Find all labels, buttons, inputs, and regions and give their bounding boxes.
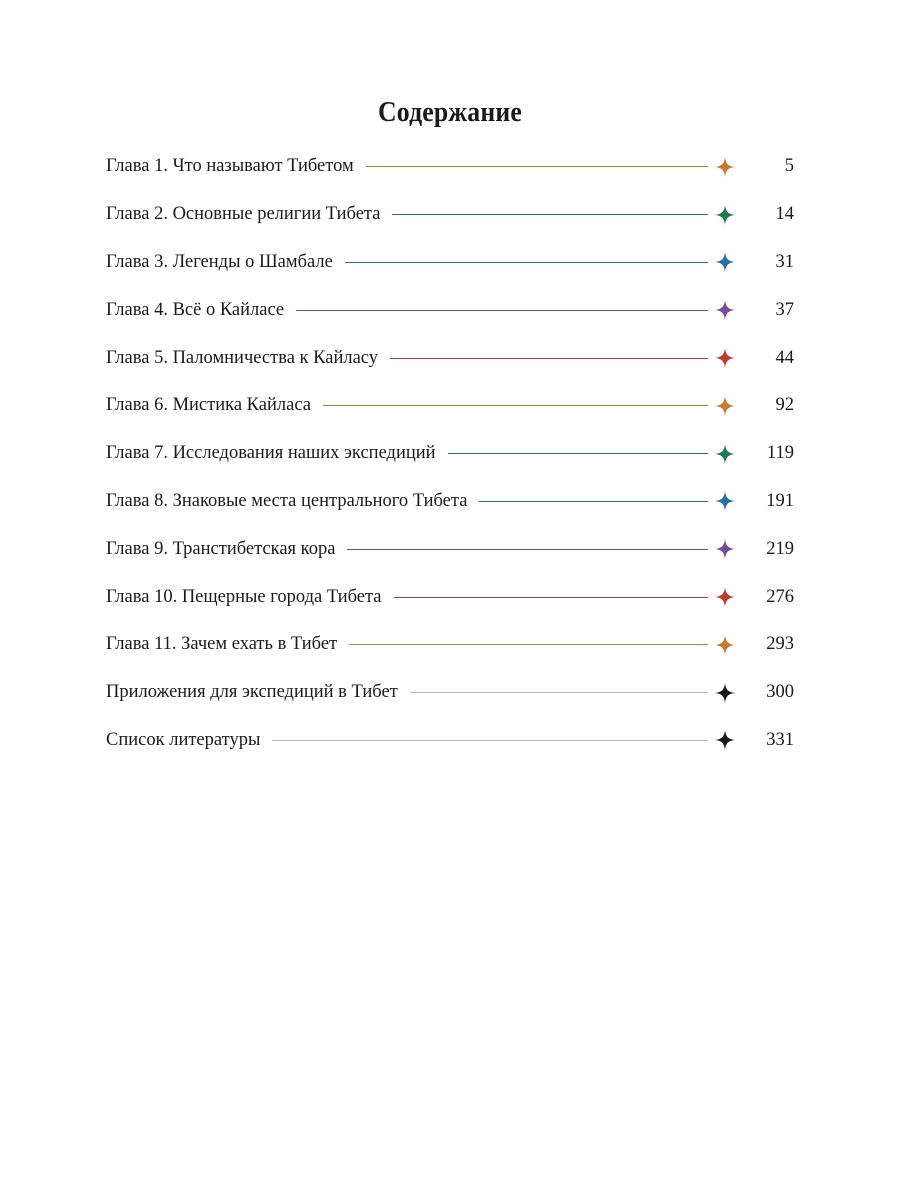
leader-line [390, 358, 708, 359]
toc-entry-page-number: 5 [784, 156, 794, 177]
toc-entry[interactable] [106, 669, 794, 717]
leader-line [323, 405, 708, 406]
leader-line [296, 310, 708, 311]
toc-entry[interactable] [106, 717, 794, 765]
four-point-star-icon [714, 251, 736, 273]
four-point-star-icon [714, 729, 736, 751]
four-point-star-icon [714, 634, 736, 656]
toc-entry-title: Глава 4. Всё о Кайласе [106, 299, 285, 320]
leader-line [347, 549, 708, 550]
leader-line [392, 214, 708, 215]
page-title: Содержание [377, 96, 523, 128]
toc-entry[interactable] [106, 286, 794, 334]
four-point-star-icon [714, 395, 736, 417]
leader-line [448, 453, 708, 454]
toc-entry[interactable] [106, 239, 794, 287]
toc-entry[interactable] [106, 525, 794, 573]
four-point-star-icon [714, 490, 736, 512]
toc-entry[interactable] [106, 143, 794, 191]
four-point-star-icon [714, 299, 736, 321]
four-point-star-icon [714, 204, 736, 226]
toc-entry-page-number: 276 [766, 586, 794, 607]
toc-entry-page-number: 191 [766, 490, 794, 511]
toc-entry-page-number: 119 [766, 443, 794, 464]
four-point-star-icon [714, 538, 736, 560]
four-point-star-icon [714, 443, 736, 465]
leader-line [272, 740, 708, 741]
toc-entry[interactable] [106, 621, 794, 669]
toc-entry-title: Список литературы [106, 729, 261, 750]
toc-entry-title: Глава 5. Паломничества к Кайласу [106, 347, 379, 368]
toc-entry-title: Глава 8. Знаковые места центрального Тибета [106, 490, 468, 511]
leader-line [345, 262, 708, 263]
leader-line [349, 644, 708, 645]
toc-entry-title: Приложения для экспедиций в Тибет [106, 682, 398, 703]
toc-entry-title: Глава 11. Зачем ехать в Тибет [106, 634, 338, 655]
table-of-contents [106, 143, 794, 764]
toc-entry-page-number: 14 [775, 204, 794, 225]
four-point-star-icon [714, 156, 736, 178]
toc-entry-title: Глава 9. Транстибетская кора [106, 538, 336, 559]
toc-entry[interactable] [106, 382, 794, 430]
toc-entry-page-number: 92 [775, 395, 794, 416]
toc-entry[interactable] [106, 430, 794, 478]
toc-entry-title: Глава 3. Легенды о Шамбале [106, 251, 333, 272]
toc-entry-page-number: 37 [775, 299, 794, 320]
four-point-star-icon [714, 682, 736, 704]
toc-entry-title: Глава 6. Мистика Кайласа [106, 395, 311, 416]
leader-line [410, 692, 708, 693]
four-point-star-icon [714, 586, 736, 608]
four-point-star-icon [714, 347, 736, 369]
toc-entry-title: Глава 10. Пещерные города Тибета [106, 586, 382, 607]
toc-entry-title: Глава 7. Исследования наших экспедиций [106, 443, 436, 464]
toc-entry[interactable] [106, 478, 794, 526]
toc-entry-page-number: 300 [766, 682, 794, 703]
toc-entry-page-number: 293 [766, 634, 794, 655]
toc-entry-title: Глава 2. Основные религии Тибета [106, 204, 381, 225]
leader-line [394, 597, 708, 598]
toc-entry-page-number: 331 [766, 729, 794, 750]
leader-line [479, 501, 708, 502]
toc-entry-page-number: 31 [775, 251, 794, 272]
toc-entry-page-number: 219 [766, 538, 794, 559]
toc-entry[interactable] [106, 573, 794, 621]
toc-entry[interactable] [106, 191, 794, 239]
toc-entry-title: Глава 1. Что называют Тибетом [106, 156, 354, 177]
toc-entry-page-number: 44 [775, 347, 794, 368]
leader-line [366, 166, 708, 167]
toc-entry[interactable] [106, 334, 794, 382]
